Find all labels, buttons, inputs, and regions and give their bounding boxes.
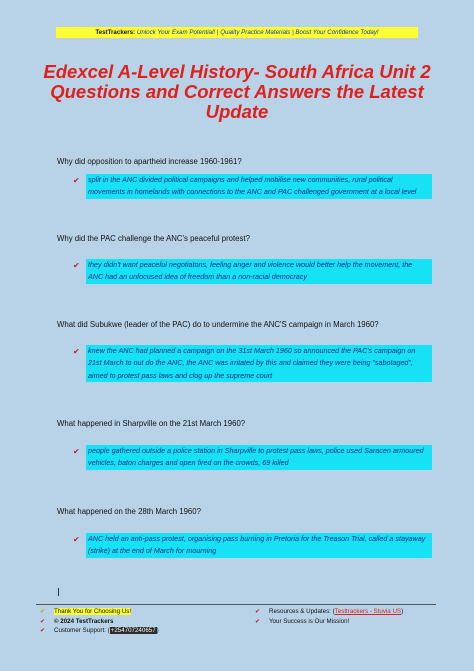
question-text: What happened on the 28th March 1960? [57,507,201,516]
footer-support-row [40,626,159,636]
footer-resources-row [255,607,403,617]
check-icon: ✔ [40,617,46,625]
check-icon: ✔ [73,447,80,456]
question-text: Why did opposition to apartheid increase 1960-1961? [57,157,242,166]
question-text: What did Subukwe (leader of the PAC) do to undermine the ANC'S campaign in March 1960? [57,320,379,329]
check-icon: ✔ [73,176,80,185]
check-icon: ✔ [255,608,261,615]
footer-thanks: Thank You for Choosing Us! [54,608,132,615]
question-text: Why did the PAC challenge the ANC's peaceful protest? [57,234,250,243]
answer-text: people gathered outside a police station in Sharpville to protest pass laws, police used Saracen armoured vehicles, baton charges and open fired on the crowds, 69 killed [86,445,432,470]
page-footer [0,600,474,640]
footer-success: Your Success is Our Mission! [269,617,350,625]
text-cursor-mark [58,588,59,596]
check-icon: ✔ [255,617,261,625]
footer-support-phone-wrap: (+254707240657) [107,627,159,635]
footer-copyright: © 2024 TestTrackers [54,617,114,625]
check-icon: ✔ [73,535,80,544]
footer-resources-link[interactable]: Testtrackers - Stuvia US [334,608,402,615]
footer-divider [36,604,436,605]
banner-brand: TestTrackers: [95,29,136,36]
footer-resources-label: Resources & Updates: [269,608,331,615]
question-text: What happened in Sharpville on the 21st March 1960? [57,419,246,428]
check-icon: ✔ [73,347,80,356]
footer-success-row [255,617,403,627]
check-icon: ✔ [73,261,80,270]
footer-thanks-row [40,607,159,617]
answer-text: ANC held an anti-pass protest, organising pass burning in Pretoria for the Treason Trial, called a stayaway (strike) at the end of March for mourning [86,533,432,558]
check-icon: ✔ [40,608,46,615]
footer-left-column [40,607,159,636]
answer-text: knew the ANC had planned a campaign on the 31st March 1960 so announced the PAC's campaign on 21st March to out do the ANC, the ANC was irritated by this and claimed they were being "sabotaged", aimed to protest pass laws and clog up the supreme court [86,345,432,382]
footer-resources-link-wrap: (Testtrackers - Stuvia US) [332,608,404,615]
answer-text: they didn't want peaceful negotiatons, feeling anger and violence would better help the movement, the ANC had an unfocused idea of freedom than a non-racial democracy [86,259,432,284]
footer-support-phone[interactable]: +254707240657 [110,627,156,635]
footer-copyright-row [40,617,159,627]
header-banner [56,27,418,39]
page-title: Edexcel A-Level History- South Africa Unit 2 Questions and Correct Answers the Latest Update [43,61,431,122]
check-icon: ✔ [40,627,46,635]
answer-text: split in the ANC divided political campaigns and helped mobilise new communities, rural political movements in homelands with connections to the ANC and PAC challenged government at a local level [86,174,432,199]
footer-right-column [255,607,403,626]
banner-tagline: Unlock Your Exam Potential! | Quality Practice Materials | Boost Your Confidence Today! [136,29,379,36]
footer-support-label: Customer Support: [54,627,106,635]
